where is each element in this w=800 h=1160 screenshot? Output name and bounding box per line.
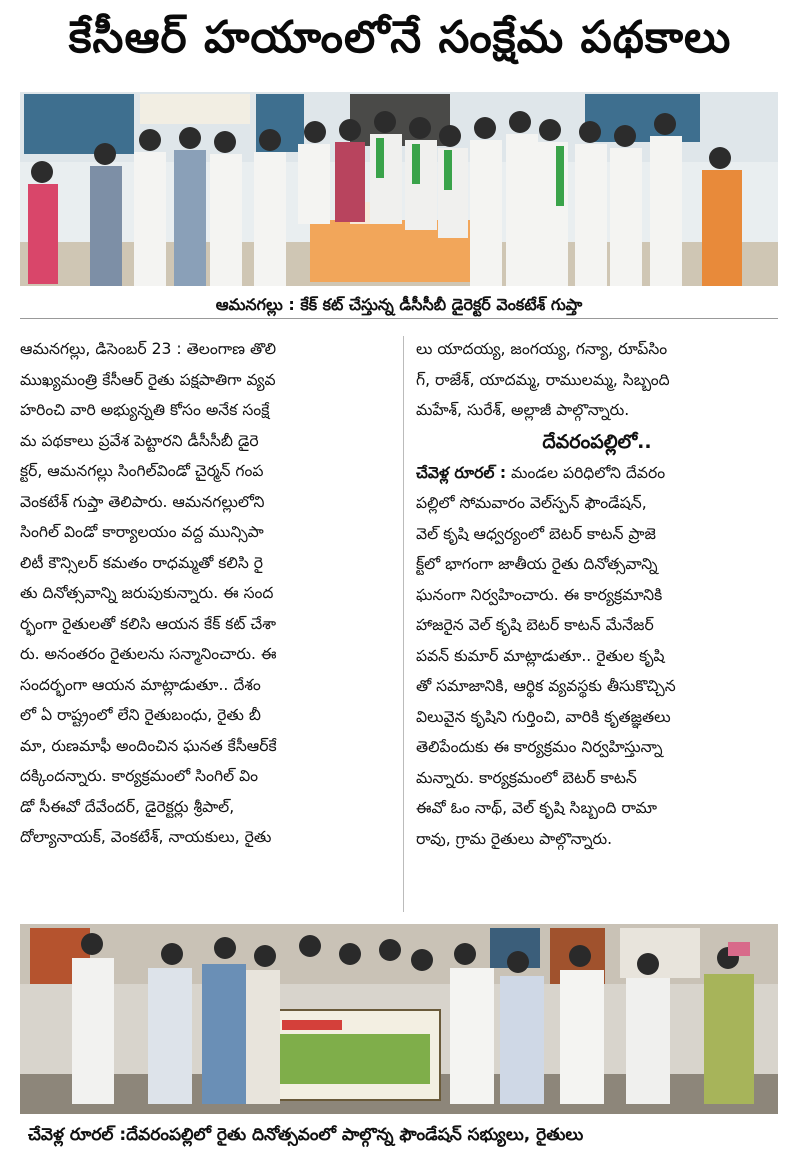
- article-line: లిటీ కౌన్సిలర్ కమతం రాధమ్మతో కలిసి రై: [20, 553, 264, 572]
- dateline-text: మండల పరిధిలోని దేవరం: [506, 463, 666, 482]
- article-line: దక్కిందన్నారు. కార్యక్రమంలో సింగిల్ విం: [20, 767, 259, 785]
- photo-cake-cutting: [20, 92, 778, 286]
- article-line: క్ట్‌లో భాగంగా జాతీయ రైతు దినోత్సవాన్ని: [416, 555, 658, 573]
- article-line: ఆమనగల్లు, డిసెంబర్ 23 : తెలంగాణ తొలి: [20, 340, 277, 358]
- photo-cake-cutting-caption: ఆమనగల్లు : కేక్ కట్ చేస్తున్న డీసీసీబీ డైరెక్టర్ వెంకటేశ్ గుప్తా: [20, 292, 778, 319]
- article-line: మ పథకాలు ప్రవేశ పెట్టారని డీసీసీబీ డైరె: [20, 431, 259, 450]
- article-line: ర్భంగా రైతులతో కలిసి ఆయన కేక్ కట్ చేశా: [20, 614, 277, 633]
- article-line: డో సీఈవో దేవేందర్, డైరెక్టర్లు శ్రీపాల్,: [20, 797, 235, 816]
- article-line: రావు, గ్రామ రైతులు పాల్గొన్నారు.: [416, 829, 613, 848]
- article-line: ఈవో ఓం నాథ్, వెల్ కృషి సిబ్బంది రామా: [416, 799, 658, 817]
- article-line: [416, 458, 778, 489]
- photo-farmers-day-caption: చేవెళ్ల రూరల్ :దేవరంపల్లిలో రైతు దినోత్సవంలో పాల్గొన్న ఫౌండేషన్ సభ్యులు, రైతులు: [28, 1125, 584, 1145]
- photo-cake-cutting-image: [20, 92, 778, 286]
- article-line: తో సమాజానికి, ఆర్థిక వ్యవస్థకు తీసుకొచ్చిన: [416, 677, 676, 695]
- article-line: వెల్ కృషి ఆధ్వర్యంలో బెటర్ కాటన్ ప్రాజె: [416, 524, 656, 543]
- article-line: సింగిల్ విండో కార్యాలయం వద్ద మున్సిపా: [20, 523, 264, 541]
- article-line: హరించి వారి అభ్యున్నతి కోసం అనేక సంక్షే: [20, 401, 270, 419]
- article-line: పల్లిలో సోమవారం వెల్‌స్పన్ ఫౌండేషన్,: [416, 494, 647, 512]
- photo-farmers-day-group: [20, 924, 778, 1114]
- article-line: లో ఏ రాష్ట్రంలో లేని రైతుబంధు, రైతు బీ: [20, 706, 261, 724]
- article-line: మా, రుణమాఫీ అందించిన ఘనత కేసీఆర్‌కే: [20, 736, 277, 755]
- column-divider: [403, 336, 404, 912]
- article-line: హాజరైన వెల్ కృషి బెటర్ కాటన్ మేనేజర్: [416, 616, 654, 634]
- subheading: దేవరంపల్లిలో..: [542, 430, 652, 453]
- article-line: పవన్ కుమార్ మాట్లాడుతూ.. రైతుల కృషి: [416, 646, 665, 665]
- article-line: మహేశ్, సురేశ్, అల్లాజీ పాల్గొన్నారు.: [416, 401, 630, 419]
- headline: కేసీఆర్ హయాంలోనే సంక్షేమ పథకాలు: [68, 12, 732, 63]
- article-line: దోల్యానాయక్, వెంకటేశ్, నాయకులు, రైతు: [20, 828, 272, 846]
- article-line: రు. అనంతరం రైతులను సన్మానించారు. ఈ: [20, 645, 277, 663]
- article-line: సందర్భంగా ఆయన మాట్లాడుతూ.. దేశం: [20, 675, 261, 694]
- article-line: తు దినోత్సవాన్ని జరుపుకున్నారు. ఈ సంద: [20, 584, 274, 602]
- article-line: లు యాదయ్య, జంగయ్య, గన్యా, రూప్‌సిం: [416, 340, 668, 358]
- article-left-column: [20, 334, 392, 853]
- article-right-column: [416, 334, 778, 854]
- article-line: గ్, రాజేశ్, యాదమ్మ, రాములమ్మ, సిబ్బంది: [416, 370, 670, 389]
- article-line: ఘనంగా నిర్వహించారు. ఈ కార్యక్రమానికి: [416, 585, 663, 604]
- article-line: క్టర్, ఆమనగల్లు సింగిల్‌విండో చైర్మన్ గంప: [20, 462, 264, 480]
- photo-farmers-day-group-image: [20, 924, 778, 1114]
- article-line: తెలిపేందుకు ఈ కార్యక్రమం నిర్వహిస్తున్నా: [416, 738, 663, 756]
- article-line: వెంకటేశ్ గుప్తా తెలిపారు. ఆమనగల్లులోని: [20, 492, 265, 511]
- article-line: మన్నారు. కార్యక్రమంలో బెటర్ కాటన్: [416, 768, 637, 787]
- dateline: చేవెళ్ల రూరల్ :: [416, 463, 507, 482]
- article-line: విలువైన కృషిని గుర్తించి, వారికి కృతజ్ఞతలు: [416, 707, 671, 726]
- article-line: ముఖ్యమంత్రి కేసీఆర్ రైతు పక్షపాతిగా వ్యవ: [20, 370, 276, 389]
